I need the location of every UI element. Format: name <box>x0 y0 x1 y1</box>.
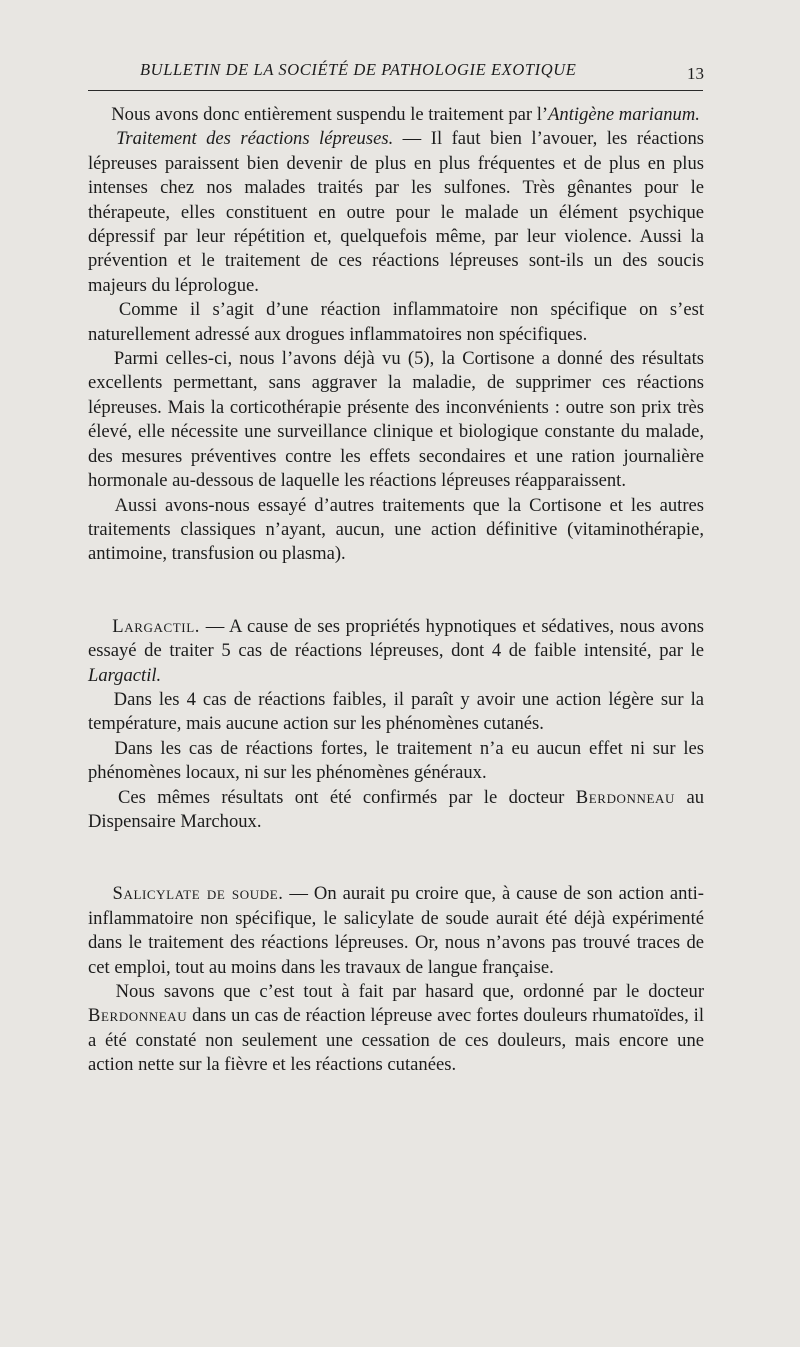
section-heading-largactil: Largactil. <box>112 615 201 637</box>
section-heading-salicylate: Salicylate de soude. <box>112 883 284 905</box>
p11-text-end: dans un cas de réaction lépreuse avec fortes douleurs rhumatoïdes, il a été constaté non seulement une cessation de ces douleurs, mais encore une action nette sur la fièvre et les réactions cutanées. <box>88 1005 704 1076</box>
p1-italic: Antigène marianum. <box>548 104 700 125</box>
p8-text: Dans les cas de réactions fortes, le traitement n’a eu aucun effet ni sur les phénomènes locaux, ni sur les phénomènes généraux. <box>88 737 704 784</box>
paragraph-11 <box>88 980 704 1078</box>
p7-text: Dans les 4 cas de réactions faibles, il paraît y avoir une action légère sur la température, mais aucune action sur les phénomènes cutanés. <box>88 688 704 735</box>
paragraph-5 <box>88 494 704 567</box>
p9-text: Ces mêmes résultats ont été confirmés par le docteur <box>118 786 576 808</box>
paragraph-7 <box>88 688 704 737</box>
paragraph-2 <box>88 127 704 298</box>
p4-text: Parmi celles-ci, nous l’avons déjà vu (5), la Cortisone a donné des résultats excellents permettant, sans aggraver la maladie, de supprimer ces réactions lépreuses. Mais la corticothérapie présente des inconvénients : outre son prix très élevé, elle nécessite une surveillance clinique et biologique constante du malade, des mesures préventives contre les effets secondaires et une ration journalière hormonale au-dessous de laquelle les réactions lépreuses réapparaissent. <box>88 348 705 492</box>
p10-text: — On aurait pu croire que, à cause de son action anti-inflammatoire non spécifique, le salicylate de soude aurait été déjà expérimenté dans le traitement des réactions lépreuses. Or, nous n’avons pas trouvé traces de cet emploi, tout au moins dans les travaux de langue française. <box>88 883 704 978</box>
paragraph-8 <box>88 737 704 786</box>
p11-text: Nous savons que c’est tout à fait par hasard que, ordonné par le docteur <box>115 981 705 1002</box>
p3-text: Comme il s’agit d’une réaction inflammatoire non spécifique on s’est naturellement adressé aux drogues inflammatoires non spécifiques. <box>88 299 704 345</box>
p9-text-end: au Dispensaire Marchoux. <box>88 786 704 832</box>
paragraph-10 <box>88 882 704 980</box>
page-header <box>88 60 702 86</box>
paragraph-4 <box>88 347 704 493</box>
page-number: 13 <box>687 64 704 83</box>
paragraph-9 <box>88 786 704 835</box>
p6-text: — A cause de ses propriétés hypnotiques et sédatives, nous avons essayé de traiter 5 cas de réactions lépreuses, dont 4 de faible intensité, par le <box>88 615 704 662</box>
p5-text: Aussi avons-nous essayé d’autres traitements que la Cortisone et les autres traitements classiques n’ayant, aucun, une action définitive (vitaminothérapie, antimoine, transfusion ou plasma). <box>88 494 704 565</box>
section-gap <box>88 834 704 882</box>
paragraph-6 <box>88 615 704 688</box>
paragraph-3 <box>88 298 704 347</box>
paragraph-1 <box>88 103 704 127</box>
author-name: Berdonneau <box>88 1005 188 1027</box>
p2-text: — Il faut bien l’avouer, les réactions lépreuses paraissent bien devenir de plus en plus fréquentes et de plus en plus intenses chez nos malades traités par les sulfones. Très gênantes pour le thérapeute, elles constituent en outre pour le malade un élément psychique dépressif par leur répétition et, quelquefois même, par leur violence. Aussi la prévention et le traitement de ces réactions lépreuses sont-ils un des soucis majeurs du léprologue. <box>88 128 704 296</box>
section-heading-reactions: Traitement des réactions lépreuses. <box>116 128 394 150</box>
body-text <box>88 103 704 1078</box>
section-gap <box>88 567 704 615</box>
p1-text: Nous avons donc entièrement suspendu le traitement par l’ <box>111 104 549 125</box>
author-name: Berdonneau <box>575 786 676 808</box>
p6-italic: Largactil. <box>88 664 162 686</box>
header-rule <box>88 90 703 91</box>
running-title: BULLETIN DE LA SOCIÉTÉ DE PATHOLOGIE EXOTIQUE <box>140 60 577 79</box>
